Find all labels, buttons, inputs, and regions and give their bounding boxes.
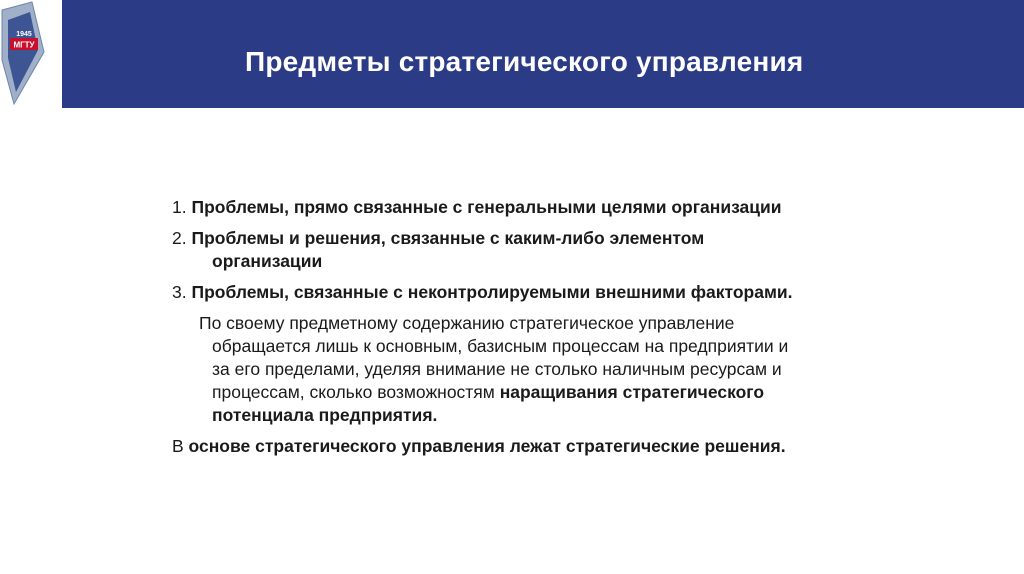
conclusion-bold: основе стратегического управления лежат стратегические решения. <box>188 436 786 456</box>
conclusion-prefix: В <box>172 436 189 456</box>
description-paragraph <box>172 312 872 427</box>
item-number: 1. <box>172 197 187 217</box>
slide-body <box>172 196 872 466</box>
list-item-3 <box>172 281 872 304</box>
university-logo <box>0 0 62 108</box>
paragraph-line3: за его пределами, уделяя внимание не столько наличным ресурсам и <box>212 359 782 379</box>
paragraph-line4-plain: процессам, сколько возможностям <box>212 382 500 402</box>
slide-header <box>0 0 1024 108</box>
paragraph-line1: По своему предметному содержанию стратегическое управление <box>199 313 735 333</box>
paragraph-line5: потенциала предприятия. <box>212 405 438 425</box>
list-item-2 <box>172 227 872 273</box>
paragraph-line4-bold: наращивания стратегического <box>499 382 765 402</box>
paragraph-line4 <box>199 381 872 404</box>
slide-title: Предметы стратегического управления <box>245 46 804 77</box>
paragraph-line2: обращается лишь к основным, базисным процессам на предприятии и <box>212 336 789 356</box>
item-text-line2: организации <box>212 251 323 271</box>
svg-text:1945: 1945 <box>16 31 32 38</box>
item-text: Проблемы, прямо связанные с генеральными целями организации <box>191 197 782 217</box>
item-number: 3. <box>172 282 187 302</box>
list-item-1 <box>172 196 872 219</box>
conclusion-line <box>172 435 872 458</box>
item-text-line1: Проблемы и решения, связанные с каким-либо элементом <box>191 228 705 248</box>
item-number: 2. <box>172 228 187 248</box>
item-text: Проблемы, связанные с неконтролируемыми внешними факторами. <box>191 282 793 302</box>
svg-text:МГТУ: МГТУ <box>13 40 35 50</box>
